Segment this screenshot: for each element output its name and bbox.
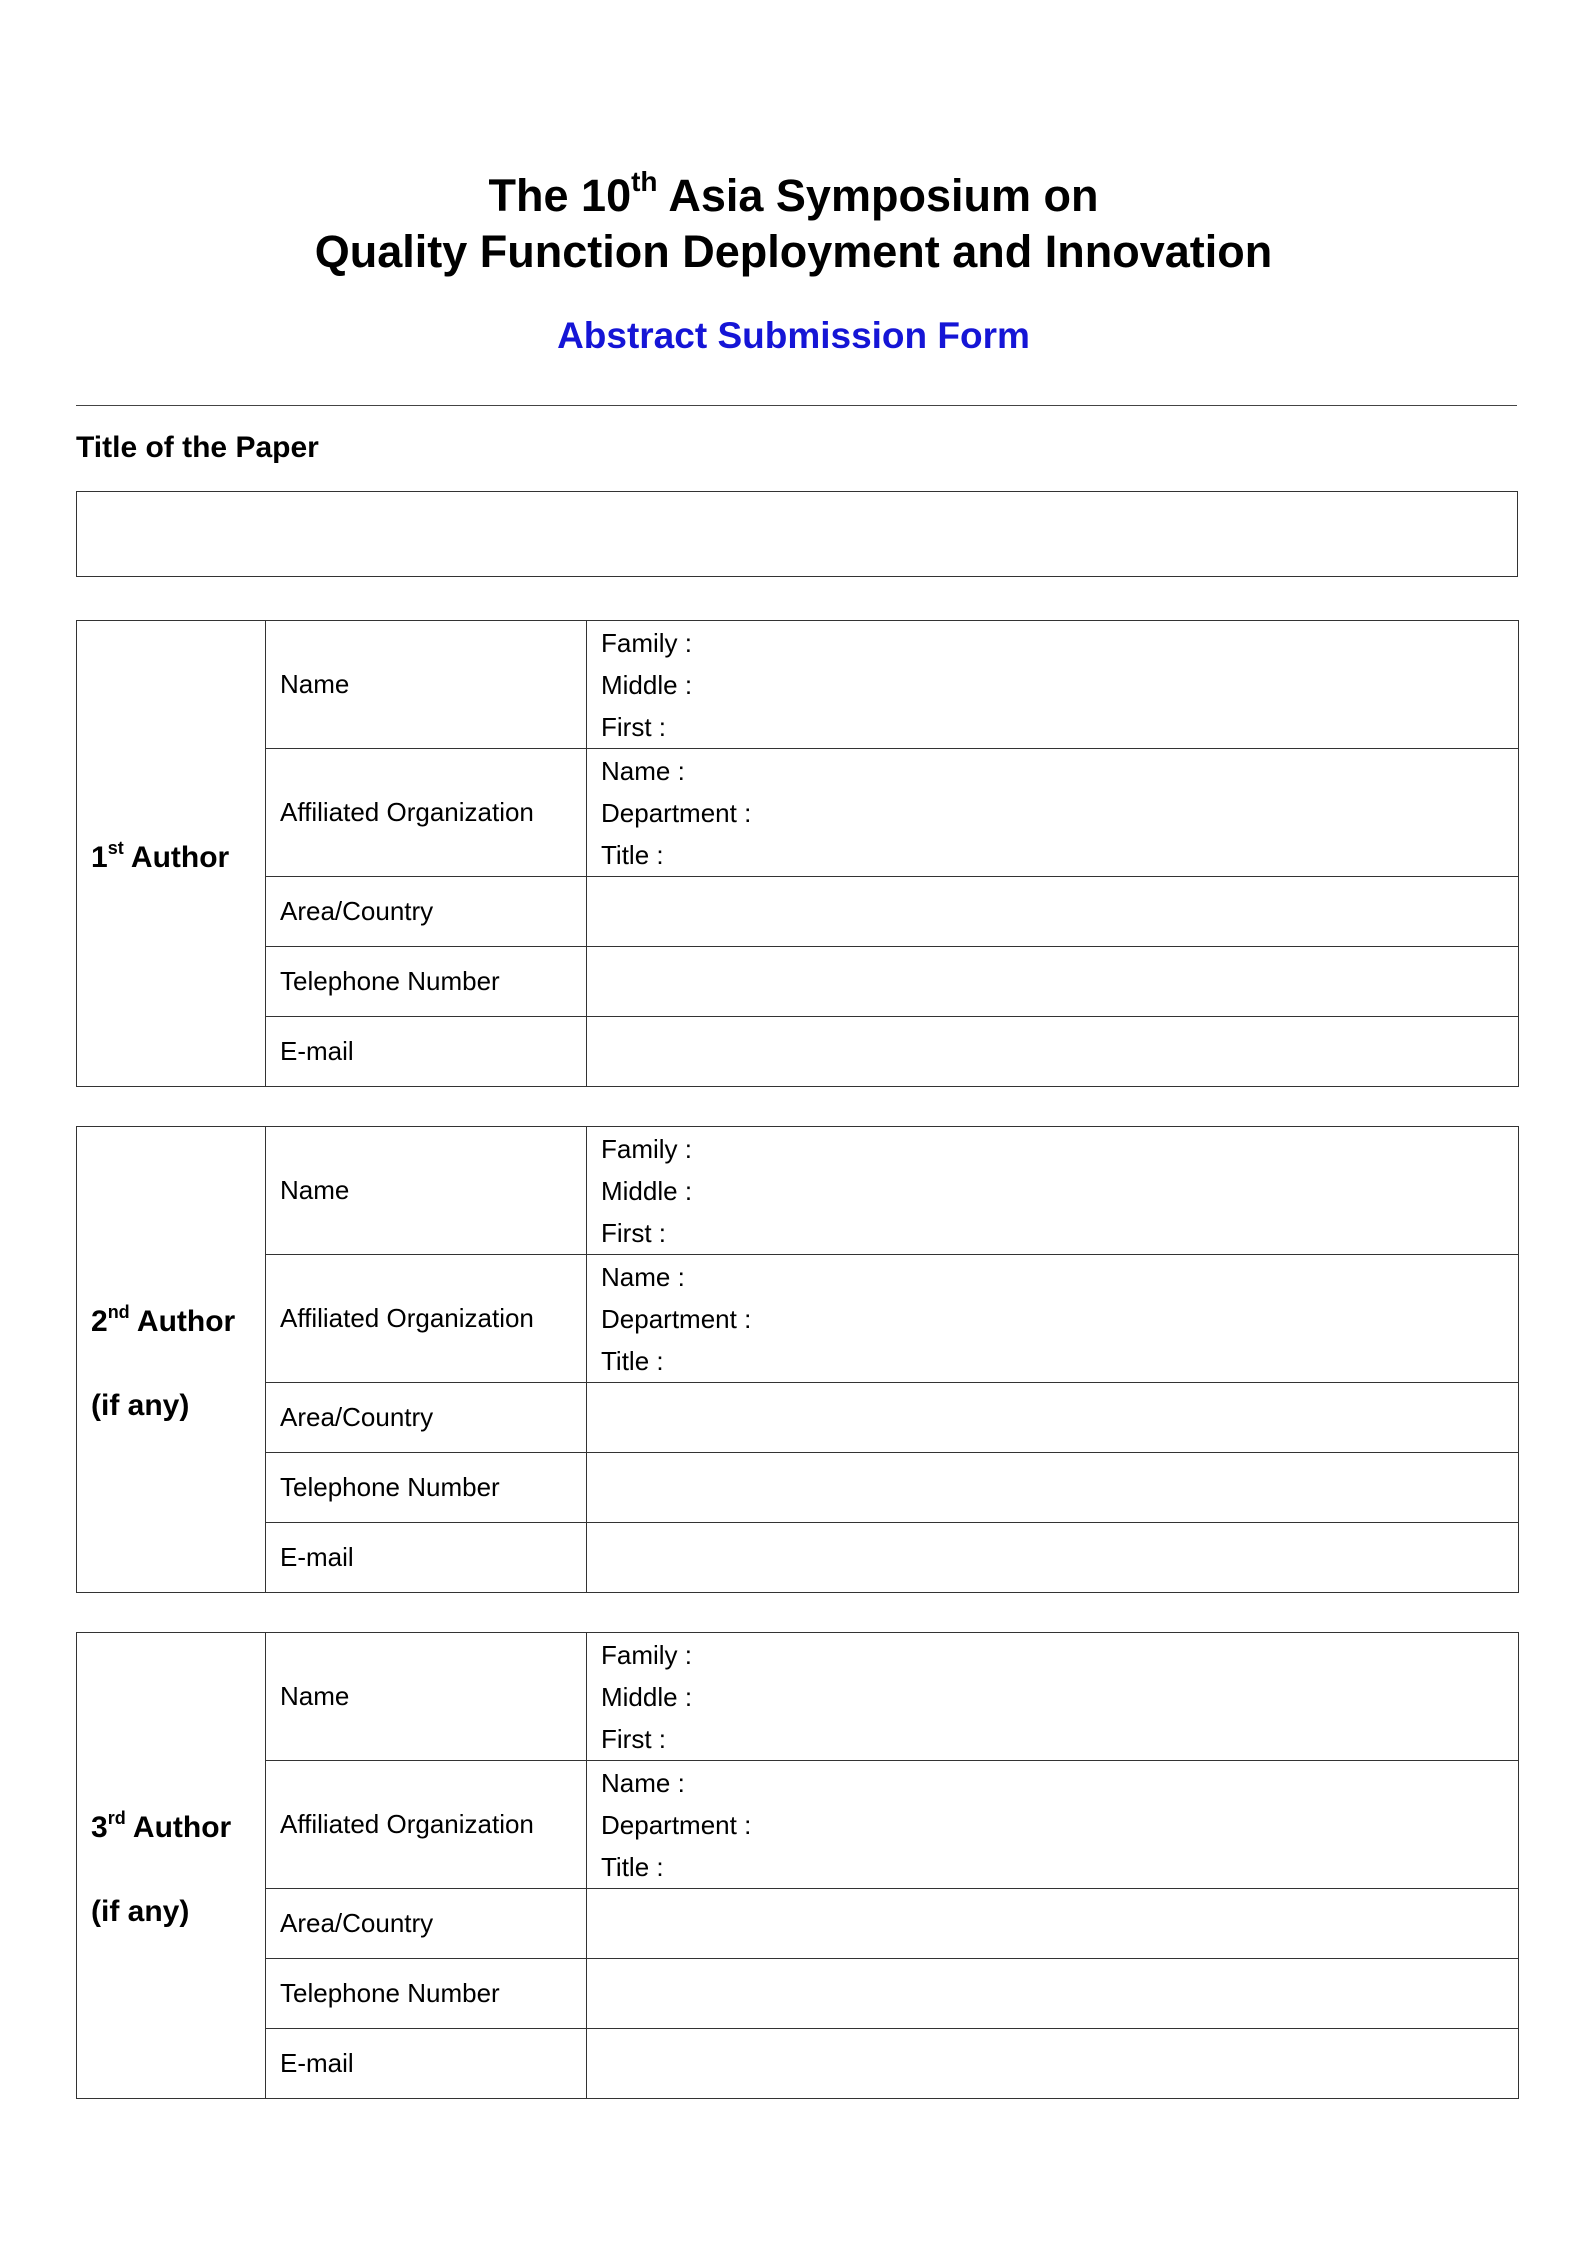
author-label: Author	[129, 1304, 236, 1338]
telephone-label: Telephone Number	[266, 1453, 587, 1523]
family-name-label: Family :	[601, 1133, 692, 1164]
form-subtitle: Abstract Submission Form	[557, 315, 1030, 356]
email-label: E-mail	[266, 1017, 587, 1087]
name-input[interactable]	[587, 1633, 1519, 1761]
org-title-label: Title :	[601, 839, 664, 870]
symposium-title-line1	[0, 154, 1587, 228]
name-label: Name	[266, 621, 587, 749]
area-country-label: Area/Country	[266, 1383, 587, 1453]
department-label: Department :	[601, 797, 752, 828]
email-input[interactable]	[587, 2029, 1519, 2099]
middle-name-label: Middle :	[601, 1681, 693, 1712]
author-heading-2	[77, 1127, 266, 1593]
affiliated-organization-input[interactable]	[587, 749, 1519, 877]
paper-title-input[interactable]	[76, 491, 1518, 577]
affiliated-organization-label: Affiliated Organization	[266, 749, 587, 877]
name-input[interactable]	[587, 621, 1519, 749]
name-label: Name	[266, 1127, 587, 1255]
org-title-label: Title :	[601, 1851, 664, 1882]
email-input[interactable]	[587, 1017, 1519, 1087]
affiliated-organization-label: Affiliated Organization	[266, 1255, 587, 1383]
author-ordinal: nd	[107, 1301, 130, 1322]
author-table-3	[76, 1632, 1519, 2099]
telephone-label: Telephone Number	[266, 947, 587, 1017]
author-ordinal: rd	[107, 1807, 126, 1828]
telephone-input[interactable]	[587, 1453, 1519, 1523]
paper-title-label: Title of the Paper	[76, 431, 319, 464]
org-name-label: Name :	[601, 755, 685, 786]
first-name-label: First :	[601, 1723, 666, 1754]
author-optional-note: (if any)	[91, 1388, 190, 1422]
author-table-1	[76, 620, 1519, 1087]
org-title-label: Title :	[601, 1345, 664, 1376]
department-label: Department :	[601, 1303, 752, 1334]
telephone-label: Telephone Number	[266, 1959, 587, 2029]
header-divider	[76, 405, 1517, 406]
middle-name-label: Middle :	[601, 1175, 693, 1206]
affiliated-organization-input[interactable]	[587, 1255, 1519, 1383]
area-country-label: Area/Country	[266, 1889, 587, 1959]
author-optional-note: (if any)	[91, 1894, 190, 1928]
affiliated-organization-label: Affiliated Organization	[266, 1761, 587, 1889]
area-country-label: Area/Country	[266, 877, 587, 947]
email-label: E-mail	[266, 1523, 587, 1593]
author-table-2	[76, 1126, 1519, 1593]
telephone-input[interactable]	[587, 1959, 1519, 2029]
author-ordinal: st	[107, 837, 124, 858]
area-country-input[interactable]	[587, 1889, 1519, 1959]
author-heading-1	[77, 621, 266, 1087]
area-country-input[interactable]	[587, 877, 1519, 947]
author-heading-3	[77, 1633, 266, 2099]
affiliated-organization-input[interactable]	[587, 1761, 1519, 1889]
name-input[interactable]	[587, 1127, 1519, 1255]
area-country-input[interactable]	[587, 1383, 1519, 1453]
family-name-label: Family :	[601, 1639, 692, 1670]
middle-name-label: Middle :	[601, 669, 693, 700]
name-label: Name	[266, 1633, 587, 1761]
org-name-label: Name :	[601, 1767, 685, 1798]
symposium-title-line2: Quality Function Deployment and Innovation	[314, 226, 1273, 277]
email-input[interactable]	[587, 1523, 1519, 1593]
author-number: 3	[91, 1810, 108, 1844]
email-label: E-mail	[266, 2029, 587, 2099]
first-name-label: First :	[601, 1217, 666, 1248]
author-label: Author	[125, 1810, 232, 1844]
author-label: Author	[123, 840, 230, 874]
author-number: 1	[91, 840, 108, 874]
org-name-label: Name :	[601, 1261, 685, 1292]
title-prefix: The 10	[488, 170, 632, 221]
department-label: Department :	[601, 1809, 752, 1840]
author-number: 2	[91, 1304, 108, 1338]
first-name-label: First :	[601, 711, 666, 742]
telephone-input[interactable]	[587, 947, 1519, 1017]
family-name-label: Family :	[601, 627, 692, 658]
title-suffix: Asia Symposium on	[657, 170, 1099, 221]
title-ordinal-suffix: th	[631, 166, 658, 197]
